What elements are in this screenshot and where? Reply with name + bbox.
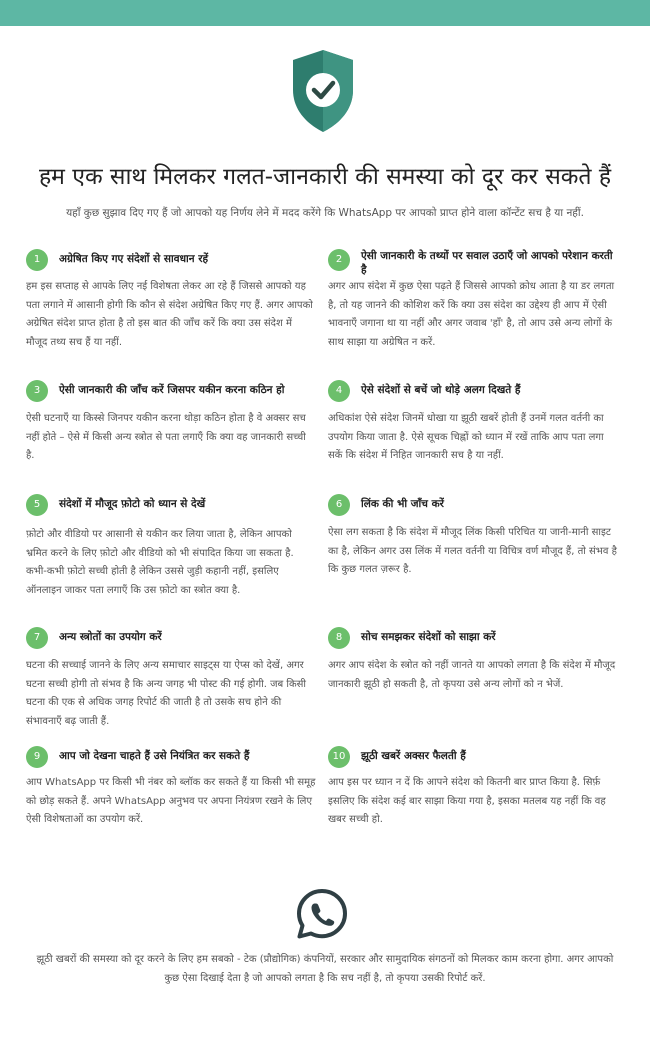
shield-check-icon: [291, 48, 355, 134]
tip-number-badge: 7: [26, 627, 48, 649]
tip-body: अधिकांश ऐसे संदेश जिनमें धोखा या झूठी खबरें होती हैं उनमें गलत वर्तनी का उपयोग किया जाता है. ऐसे सूचक चिह्नों को ध्यान में रखें ताकि आप पता लगा सकें कि संदेश में निहित जानकारी सच है या नहीं.: [328, 413, 604, 461]
tip-title: संदेशों में मौजूद फ़ोटो को ध्यान से देखें: [59, 498, 206, 510]
tip-card: [328, 494, 618, 580]
tip-body: आप इस पर ध्यान न दें कि आपने संदेश को कितनी बार प्राप्त किया है. सिर्फ़ इसलिए कि संदेश कई बार साझा किया गया है, इसका मतलब यह नहीं कि वह खबर सच्ची हो.: [328, 777, 606, 825]
tip-title: झूठी खबरें अक्सर फैलती हैं: [361, 750, 466, 762]
tip-number-badge: 4: [328, 380, 350, 402]
tip-number-badge: 2: [328, 249, 350, 271]
tip-card: [26, 494, 316, 600]
tip-card: [328, 627, 618, 694]
tip-title: अग्रेषित किए गए संदेशों से सावधान रहें: [59, 253, 209, 265]
tip-body: अगर आप संदेश के स्त्रोत को नहीं जानते या आपको लगता है कि संदेश में मौजूद जानकारी झूठी हो सकती है, तो कृपया उसे अन्य लोगों को न भेजें.: [328, 660, 616, 690]
whatsapp-logo-icon: [296, 888, 348, 940]
tip-title: ऐसी जानकारी की जाँच करें जिसपर यकीन करना कठिन हो: [59, 384, 285, 396]
tip-title: सोच समझकर संदेशों को साझा करें: [361, 631, 496, 643]
page-headline: हम एक साथ मिलकर गलत-जानकारी की समस्या को दूर कर सकते हैं: [38, 164, 612, 190]
footer-text: झूठी खबरों की समस्या को दूर करने के लिए हम सबको - टेक (प्रौद्योगिक) कंपनियों, सरकार और सामुदायिक संगठनों को मिलकर काम करना होगा. अगर आपको कुछ ऐसा दिखाई देता है जो आपको लगता है कि सच नहीं है, तो कृपया उसकी रिपोर्ट करें.: [36, 954, 614, 984]
tip-number-badge: 10: [328, 746, 350, 768]
tip-card: [26, 627, 316, 731]
tip-body: हम इस सप्ताह से आपके लिए नई विशेषता लेकर आ रहे हैं जिससे आपको यह पता लगाने में आसानी होगी कि कौन से संदेश अग्रेषित किए गए हैं. अगर आपको अग्रेषित संदेश प्राप्त होता है तो इस बात की जाँच करें कि क्या उस संदेश में मौजूद तथ्य सच हैं या नहीं.: [26, 281, 313, 348]
tip-title: ऐसे संदेशों से बचें जो थोड़े अलग दिखते हैं: [361, 384, 521, 396]
tip-card: [26, 746, 316, 830]
tip-body: फ़ोटो और वीडियो पर आसानी से यकीन कर लिया जाता है, लेकिन आपको भ्रमित करने के लिए फ़ोटो और वीडियो को भी संपादित किया जा सकता है. कभी-कभी फ़ोटो सच्ची होती है लेकिन उससे जुड़ी कहानी नहीं, इसलिए ऑनलाइन जाकर पता लगाएँ कि उस फ़ोटो का स्त्रोत क्या है.: [26, 529, 294, 596]
tip-number-badge: 1: [26, 249, 48, 271]
tip-number-badge: 3: [26, 380, 48, 402]
tip-body: घटना की सच्चाई जानने के लिए अन्य समाचार साइट्स या ऐप्स को देखें, अगर घटना सच्ची होगी तो संभव है कि अन्य जगह भी पोस्ट की गई होगी. जब किसी घटना की एक से अधिक जगह रिपोर्ट की जाती है तो उसके सच होने की संभावनाएँ बढ़ जाती हैं.: [26, 660, 307, 727]
tip-title: अन्य स्त्रोतों का उपयोग करें: [59, 631, 162, 643]
tip-number-badge: 5: [26, 494, 48, 516]
page-subtitle: यहाँ कुछ सुझाव दिए गए हैं जो आपको यह निर्णय लेने में मदद करेंगे कि WhatsApp पर आपको प्राप्त होने वाला कॉन्टेंट सच है या नहीं.: [66, 207, 584, 219]
tip-title: लिंक की भी जाँच करें: [361, 498, 444, 510]
tip-card: [328, 249, 618, 352]
tip-number-badge: 8: [328, 627, 350, 649]
tip-body: ऐसा लग सकता है कि संदेश में मौजूद लिंक किसी परिचित या जानी-मानी साइट का है, लेकिन अगर उस लिंक में गलत वर्तनी या विचित्र वर्ण मौजूद हैं, तो संभव है कि कुछ गलत ज़रूर है.: [328, 527, 617, 575]
top-accent-bar: [0, 0, 650, 26]
tip-card: [328, 380, 618, 466]
tip-card: [26, 249, 316, 352]
tip-title: ऐसी जानकारी के तथ्यों पर सवाल उठाएँ जो आपको परेशान करती है: [361, 250, 613, 276]
tip-card: [26, 380, 316, 466]
tip-card: [328, 746, 618, 830]
tip-body: अगर आप संदेश में कुछ ऐसा पढ़ते हैं जिससे आपको क्रोध आता है या डर लगता है, तो यह जानने की कोशिश करें कि क्या उस संदेश का उद्देश्य ही आप में ऐसी भावनाएँ जगाना था या नहीं और अगर जवाब 'हाँ' है, तो आप उसे अन्य लोगों के साथ साझा या अग्रेषित न करें.: [328, 281, 615, 348]
tip-title: आप जो देखना चाहते हैं उसे नियंत्रित कर सकते हैं: [59, 750, 250, 762]
tip-body: आप WhatsApp पर किसी भी नंबर को ब्लॉक कर सकते हैं या किसी भी समूह को छोड़ सकते हैं. अपने WhatsApp अनुभव पर अपना नियंत्रण रखने के लिए ऐसी विशेषताओं का उपयोग करें.: [26, 777, 316, 825]
tip-body: ऐसी घटनाएँ या किस्से जिनपर यकीन करना थोड़ा कठिन होता है वे अक्सर सच नहीं होते – ऐसे में किसी अन्य स्त्रोत से पता लगाएँ कि क्या वह जानकारी सच्ची है.: [26, 413, 306, 461]
tip-number-badge: 9: [26, 746, 48, 768]
tip-number-badge: 6: [328, 494, 350, 516]
